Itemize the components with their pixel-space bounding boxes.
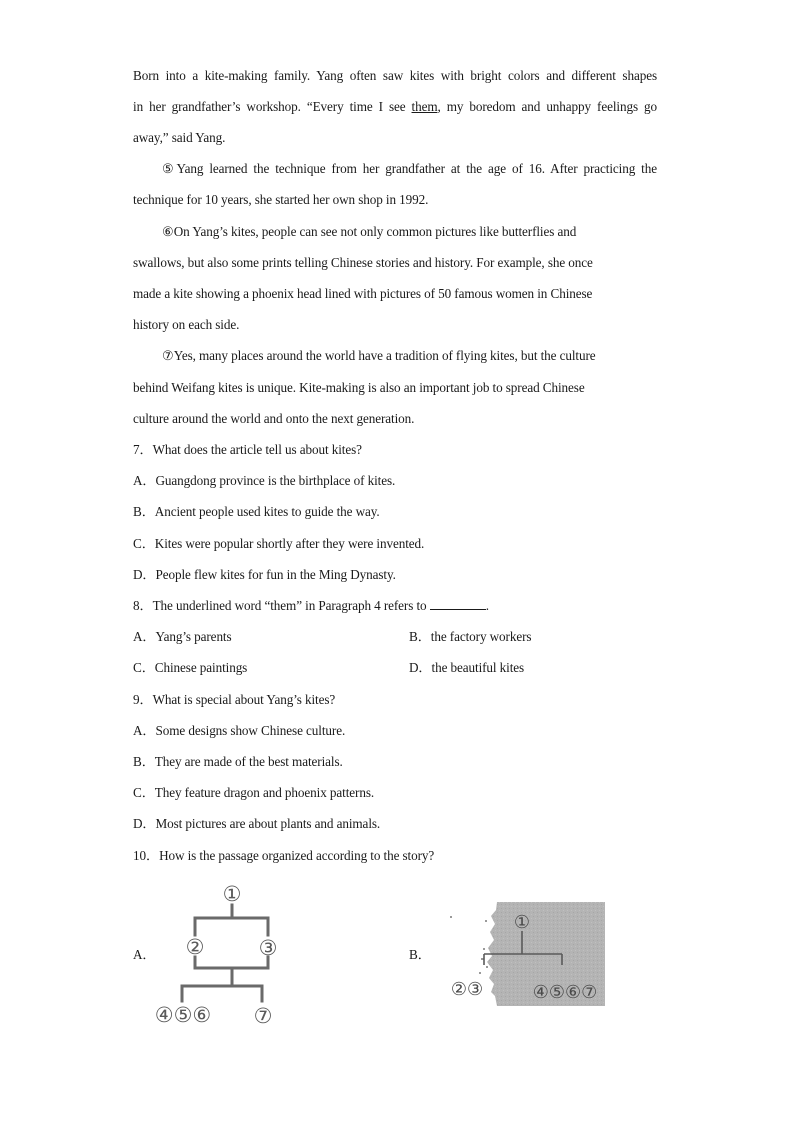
question-9-stem: 9．What is special about Yang’s kites? bbox=[133, 692, 336, 707]
question-10-option-a-label[interactable]: A． bbox=[133, 947, 156, 962]
diagram-b-node-23: ②③ bbox=[450, 979, 484, 1000]
question-10-stem: 10．How is the passage organized according to the story? bbox=[133, 848, 435, 863]
structure-diagram-a[interactable] bbox=[150, 878, 290, 1032]
question-7-option-d[interactable]: D．People flew kites for fun in the Ming Dynasty. bbox=[133, 567, 396, 582]
question-7-option-c[interactable]: C．Kites were popular shortly after they were invented. bbox=[133, 536, 425, 551]
passage-line: history on each side. bbox=[133, 317, 240, 332]
question-8-option-c[interactable]: C．Chinese paintings bbox=[133, 660, 248, 675]
question-9-option-d[interactable]: D．Most pictures are about plants and animals. bbox=[133, 816, 381, 831]
diagram-a-node-1: ① bbox=[222, 882, 242, 906]
question-7-option-b[interactable]: B．Ancient people used kites to guide the way. bbox=[133, 504, 380, 519]
passage-text: , my boredom and unhappy feelings go bbox=[437, 99, 657, 114]
passage-line: behind Weifang kites is unique. Kite-making is also an important job to spread Chinese bbox=[133, 380, 585, 395]
diagram-b-node-1: ① bbox=[513, 912, 531, 933]
passage-line: ⑥On Yang’s kites, people can see not only common pictures like butterflies and bbox=[162, 224, 577, 239]
structure-diagram-b[interactable] bbox=[445, 900, 607, 1010]
passage-line: Born into a kite-making family. Yang often saw kites with bright colors and different shapes bbox=[133, 68, 657, 83]
question-7-option-a[interactable]: A．Guangdong province is the birthplace of kites. bbox=[133, 473, 396, 488]
question-7-stem: 7．What does the article tell us about kites? bbox=[133, 442, 362, 457]
underlined-word-them: them bbox=[411, 99, 438, 114]
question-9-option-a[interactable]: A．Some designs show Chinese culture. bbox=[133, 723, 346, 738]
question-8-option-d[interactable]: D．the beautiful kites bbox=[409, 660, 525, 675]
passage-line bbox=[133, 98, 657, 116]
diagram-a-node-456: ④⑤⑥ bbox=[154, 1003, 212, 1027]
question-8-stem-text: 8．The underlined word “them” in Paragraph 4 refers to bbox=[133, 598, 430, 613]
passage-line: made a kite showing a phoenix head lined with pictures of 50 famous women in Chinese bbox=[133, 286, 593, 301]
diagram-a-node-3: ③ bbox=[258, 936, 278, 960]
passage-line: away,” said Yang. bbox=[133, 130, 226, 145]
diagram-a-node-7: ⑦ bbox=[253, 1004, 273, 1028]
passage-line: culture around the world and onto the next generation. bbox=[133, 411, 415, 426]
question-8-stem-end: . bbox=[485, 598, 489, 613]
passage-text: in her grandfather’s workshop. “Every time I see bbox=[133, 99, 412, 114]
question-8-option-a[interactable]: A．Yang’s parents bbox=[133, 629, 232, 644]
question-9-option-c[interactable]: C．They feature dragon and phoenix patterns. bbox=[133, 785, 375, 800]
passage-line: swallows, but also some prints telling Chinese stories and history. For example, she once bbox=[133, 255, 593, 270]
passage-line: ⑤Yang learned the technique from her grandfather at the age of 16. After practicing the bbox=[162, 161, 657, 176]
passage-line: technique for 10 years, she started her own shop in 1992. bbox=[133, 192, 429, 207]
diagram-a-node-2: ② bbox=[185, 935, 205, 959]
question-9-option-b[interactable]: B．They are made of the best materials. bbox=[133, 754, 343, 769]
answer-blank bbox=[430, 597, 486, 610]
question-10-option-b-label[interactable]: B． bbox=[409, 947, 431, 962]
question-8-stem bbox=[133, 597, 489, 615]
diagram-b-node-4567: ④⑤⑥⑦ bbox=[532, 982, 598, 1003]
passage-line: ⑦Yes, many places around the world have a tradition of flying kites, but the culture bbox=[162, 348, 596, 363]
question-8-option-b[interactable]: B．the factory workers bbox=[409, 629, 532, 644]
